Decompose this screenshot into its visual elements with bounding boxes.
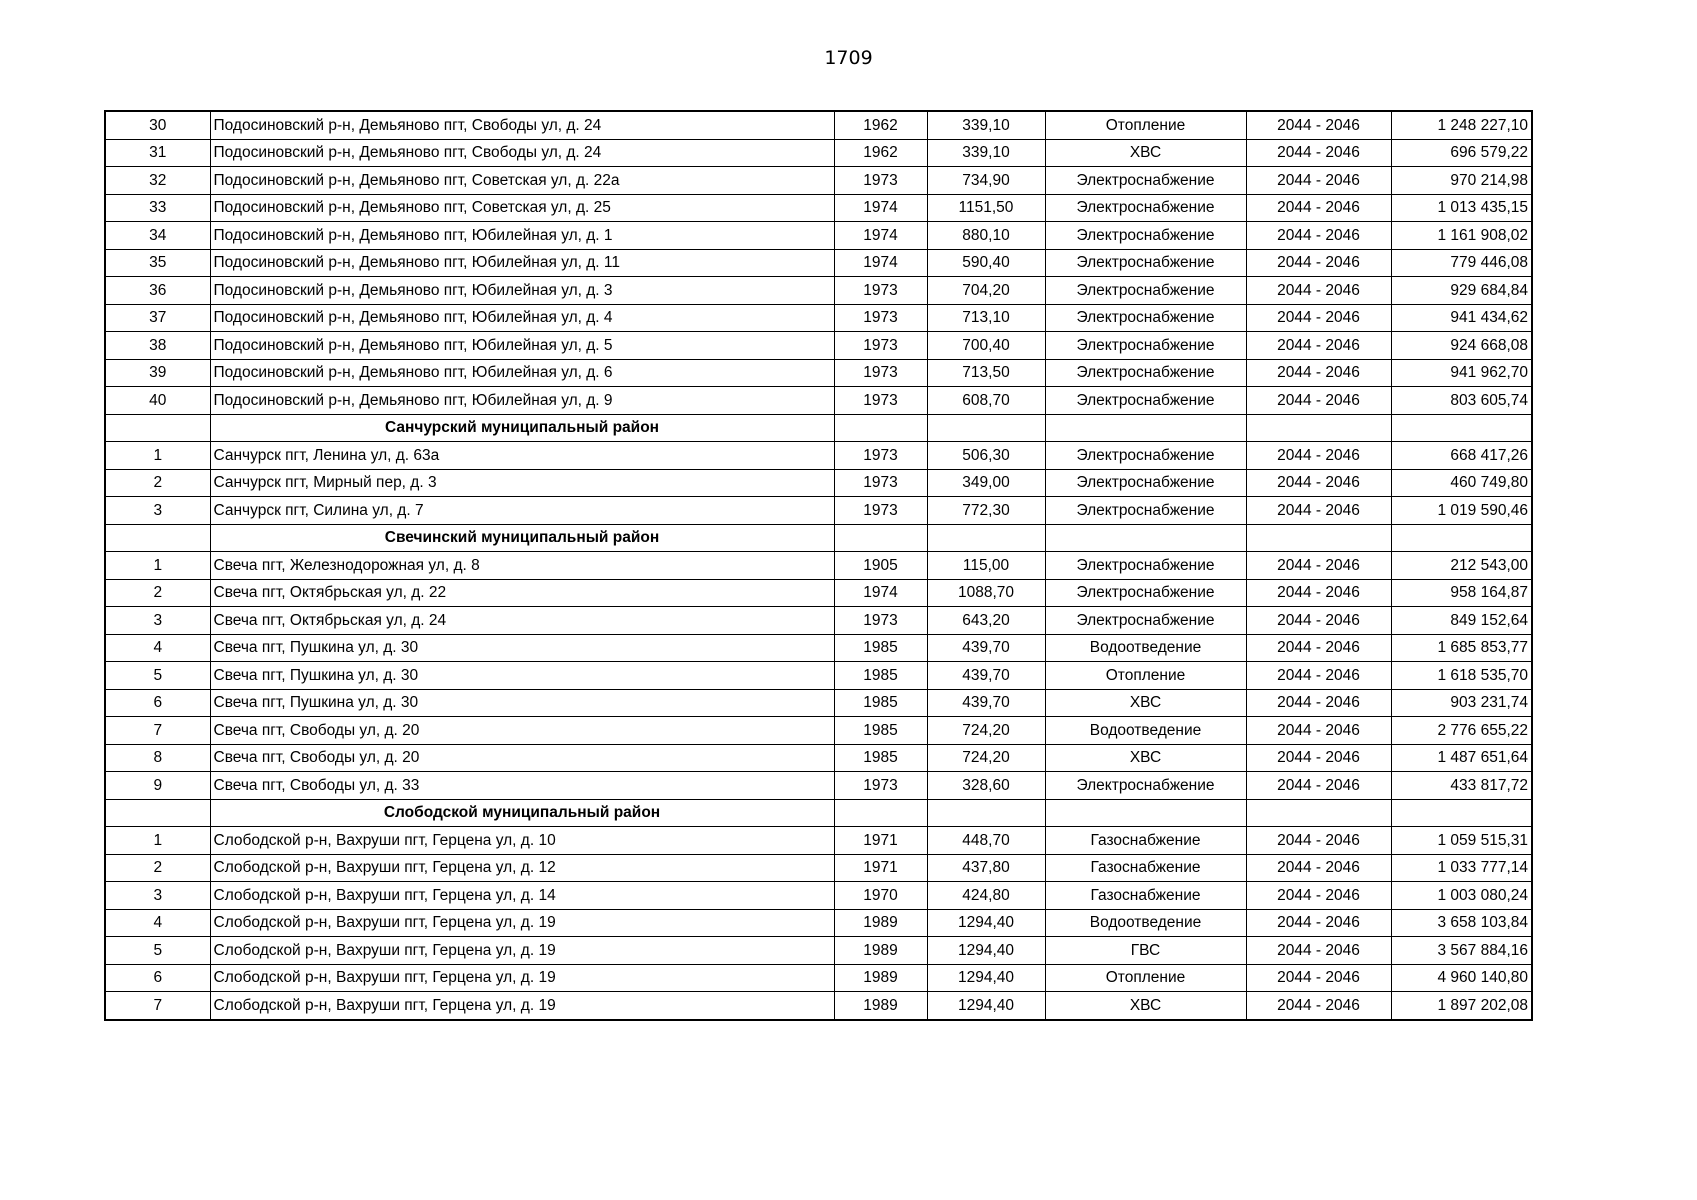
work-type-cell: ХВС: [1045, 744, 1246, 772]
empty-cell: [105, 524, 210, 552]
table-row: [105, 689, 1532, 717]
empty-cell: [834, 799, 927, 827]
row-number: 32: [105, 167, 210, 195]
table-row: [105, 359, 1532, 387]
row-number: 2: [105, 469, 210, 497]
period-cell: 2044 - 2046: [1246, 139, 1391, 167]
row-number: 35: [105, 249, 210, 277]
year-cell: 1985: [834, 662, 927, 690]
empty-cell: [105, 414, 210, 442]
cost-cell: 212 543,00: [1391, 552, 1532, 580]
period-cell: 2044 - 2046: [1246, 277, 1391, 305]
empty-cell: [1246, 524, 1391, 552]
work-type-cell: Электроснабжение: [1045, 579, 1246, 607]
address-cell: Подосиновский р-н, Демьяново пгт, Юбилейная ул, д. 5: [210, 332, 834, 360]
table-row: [105, 222, 1532, 250]
table-row: [105, 304, 1532, 332]
section-header-row: [105, 524, 1532, 552]
cost-cell: 924 668,08: [1391, 332, 1532, 360]
table-row: [105, 194, 1532, 222]
work-type-cell: Электроснабжение: [1045, 607, 1246, 635]
year-cell: 1985: [834, 744, 927, 772]
work-type-cell: Электроснабжение: [1045, 469, 1246, 497]
cost-cell: 1 019 590,46: [1391, 497, 1532, 525]
cost-cell: 1 003 080,24: [1391, 882, 1532, 910]
table-row: [105, 442, 1532, 470]
cost-cell: 779 446,08: [1391, 249, 1532, 277]
year-cell: 1973: [834, 772, 927, 800]
period-cell: 2044 - 2046: [1246, 167, 1391, 195]
year-cell: 1973: [834, 442, 927, 470]
cost-cell: 1 161 908,02: [1391, 222, 1532, 250]
table-body: [105, 111, 1532, 1020]
year-cell: 1989: [834, 964, 927, 992]
row-number: 39: [105, 359, 210, 387]
period-cell: 2044 - 2046: [1246, 111, 1391, 139]
area-cell: 339,10: [927, 111, 1045, 139]
area-cell: 713,10: [927, 304, 1045, 332]
work-type-cell: Газоснабжение: [1045, 827, 1246, 855]
row-number: 3: [105, 607, 210, 635]
cost-cell: 1 033 777,14: [1391, 854, 1532, 882]
area-cell: 713,50: [927, 359, 1045, 387]
address-cell: Подосиновский р-н, Демьяново пгт, Свободы ул, д. 24: [210, 139, 834, 167]
row-number: 7: [105, 717, 210, 745]
row-number: 3: [105, 497, 210, 525]
work-type-cell: Отопление: [1045, 111, 1246, 139]
period-cell: 2044 - 2046: [1246, 194, 1391, 222]
area-cell: 437,80: [927, 854, 1045, 882]
period-cell: 2044 - 2046: [1246, 579, 1391, 607]
year-cell: 1974: [834, 579, 927, 607]
period-cell: 2044 - 2046: [1246, 634, 1391, 662]
year-cell: 1962: [834, 111, 927, 139]
cost-cell: 460 749,80: [1391, 469, 1532, 497]
row-number: 9: [105, 772, 210, 800]
area-cell: 439,70: [927, 662, 1045, 690]
cost-cell: 3 567 884,16: [1391, 937, 1532, 965]
address-cell: Санчурск пгт, Мирный пер, д. 3: [210, 469, 834, 497]
year-cell: 1905: [834, 552, 927, 580]
period-cell: 2044 - 2046: [1246, 909, 1391, 937]
area-cell: 880,10: [927, 222, 1045, 250]
address-cell: Слободской р-н, Вахруши пгт, Герцена ул, д. 19: [210, 964, 834, 992]
table-row: [105, 277, 1532, 305]
empty-cell: [927, 799, 1045, 827]
row-number: 31: [105, 139, 210, 167]
empty-cell: [834, 524, 927, 552]
area-cell: 115,00: [927, 552, 1045, 580]
period-cell: 2044 - 2046: [1246, 304, 1391, 332]
year-cell: 1985: [834, 634, 927, 662]
section-title: Санчурский муниципальный район: [210, 414, 834, 442]
address-cell: Слободской р-н, Вахруши пгт, Герцена ул, д. 19: [210, 909, 834, 937]
work-type-cell: Водоотведение: [1045, 909, 1246, 937]
period-cell: 2044 - 2046: [1246, 744, 1391, 772]
cost-cell: 958 164,87: [1391, 579, 1532, 607]
cost-cell: 4 960 140,80: [1391, 964, 1532, 992]
address-cell: Подосиновский р-н, Демьяново пгт, Юбилейная ул, д. 4: [210, 304, 834, 332]
work-type-cell: Электроснабжение: [1045, 194, 1246, 222]
address-cell: Подосиновский р-н, Демьяново пгт, Советская ул, д. 25: [210, 194, 834, 222]
address-cell: Свеча пгт, Свободы ул, д. 20: [210, 744, 834, 772]
area-cell: 349,00: [927, 469, 1045, 497]
cost-cell: 696 579,22: [1391, 139, 1532, 167]
empty-cell: [1246, 799, 1391, 827]
row-number: 1: [105, 827, 210, 855]
work-type-cell: ХВС: [1045, 139, 1246, 167]
row-number: 40: [105, 387, 210, 415]
area-cell: 772,30: [927, 497, 1045, 525]
address-cell: Подосиновский р-н, Демьяново пгт, Юбилейная ул, д. 6: [210, 359, 834, 387]
period-cell: 2044 - 2046: [1246, 992, 1391, 1020]
cost-cell: 1 685 853,77: [1391, 634, 1532, 662]
table-row: [105, 909, 1532, 937]
address-cell: Подосиновский р-н, Демьяново пгт, Юбилейная ул, д. 3: [210, 277, 834, 305]
work-type-cell: Электроснабжение: [1045, 167, 1246, 195]
area-cell: 1294,40: [927, 992, 1045, 1020]
cost-cell: 903 231,74: [1391, 689, 1532, 717]
address-cell: Свеча пгт, Октябрьская ул, д. 24: [210, 607, 834, 635]
year-cell: 1973: [834, 277, 927, 305]
period-cell: 2044 - 2046: [1246, 607, 1391, 635]
repair-schedule-table: [104, 110, 1533, 1021]
area-cell: 590,40: [927, 249, 1045, 277]
work-type-cell: Электроснабжение: [1045, 249, 1246, 277]
row-number: 38: [105, 332, 210, 360]
row-number: 8: [105, 744, 210, 772]
table-row: [105, 469, 1532, 497]
row-number: 2: [105, 854, 210, 882]
empty-cell: [927, 524, 1045, 552]
period-cell: 2044 - 2046: [1246, 854, 1391, 882]
year-cell: 1989: [834, 992, 927, 1020]
period-cell: 2044 - 2046: [1246, 552, 1391, 580]
cost-cell: 941 434,62: [1391, 304, 1532, 332]
work-type-cell: Электроснабжение: [1045, 387, 1246, 415]
area-cell: 339,10: [927, 139, 1045, 167]
area-cell: 439,70: [927, 689, 1045, 717]
table-row: [105, 332, 1532, 360]
cost-cell: 3 658 103,84: [1391, 909, 1532, 937]
row-number: 6: [105, 964, 210, 992]
year-cell: 1973: [834, 167, 927, 195]
year-cell: 1973: [834, 469, 927, 497]
period-cell: 2044 - 2046: [1246, 469, 1391, 497]
address-cell: Свеча пгт, Железнодорожная ул, д. 8: [210, 552, 834, 580]
address-cell: Свеча пгт, Октябрьская ул, д. 22: [210, 579, 834, 607]
table-row: [105, 579, 1532, 607]
period-cell: 2044 - 2046: [1246, 689, 1391, 717]
table-row: [105, 111, 1532, 139]
work-type-cell: Отопление: [1045, 662, 1246, 690]
area-cell: 608,70: [927, 387, 1045, 415]
area-cell: 1294,40: [927, 964, 1045, 992]
address-cell: Свеча пгт, Пушкина ул, д. 30: [210, 662, 834, 690]
work-type-cell: ГВС: [1045, 937, 1246, 965]
cost-cell: 970 214,98: [1391, 167, 1532, 195]
table-row: [105, 167, 1532, 195]
address-cell: Свеча пгт, Пушкина ул, д. 30: [210, 634, 834, 662]
row-number: 36: [105, 277, 210, 305]
section-title: Слободской муниципальный район: [210, 799, 834, 827]
empty-cell: [1045, 414, 1246, 442]
year-cell: 1973: [834, 607, 927, 635]
area-cell: 1294,40: [927, 937, 1045, 965]
table-row: [105, 964, 1532, 992]
cost-cell: 1 059 515,31: [1391, 827, 1532, 855]
area-cell: 643,20: [927, 607, 1045, 635]
table-row: [105, 717, 1532, 745]
address-cell: Подосиновский р-н, Демьяново пгт, Свободы ул, д. 24: [210, 111, 834, 139]
address-cell: Свеча пгт, Свободы ул, д. 20: [210, 717, 834, 745]
cost-cell: 1 487 651,64: [1391, 744, 1532, 772]
period-cell: 2044 - 2046: [1246, 964, 1391, 992]
work-type-cell: Газоснабжение: [1045, 882, 1246, 910]
period-cell: 2044 - 2046: [1246, 359, 1391, 387]
cost-cell: 941 962,70: [1391, 359, 1532, 387]
table-row: [105, 937, 1532, 965]
row-number: 1: [105, 552, 210, 580]
year-cell: 1974: [834, 249, 927, 277]
year-cell: 1973: [834, 304, 927, 332]
table-row: [105, 882, 1532, 910]
area-cell: 1088,70: [927, 579, 1045, 607]
table-row: [105, 387, 1532, 415]
cost-cell: 1 897 202,08: [1391, 992, 1532, 1020]
period-cell: 2044 - 2046: [1246, 772, 1391, 800]
address-cell: Подосиновский р-н, Демьяново пгт, Советская ул, д. 22а: [210, 167, 834, 195]
area-cell: 734,90: [927, 167, 1045, 195]
area-cell: 1294,40: [927, 909, 1045, 937]
year-cell: 1974: [834, 222, 927, 250]
address-cell: Свеча пгт, Пушкина ул, д. 30: [210, 689, 834, 717]
empty-cell: [927, 414, 1045, 442]
year-cell: 1973: [834, 359, 927, 387]
address-cell: Слободской р-н, Вахруши пгт, Герцена ул, д. 12: [210, 854, 834, 882]
row-number: 5: [105, 662, 210, 690]
period-cell: 2044 - 2046: [1246, 662, 1391, 690]
year-cell: 1985: [834, 689, 927, 717]
empty-cell: [1045, 799, 1246, 827]
section-title: Свечинский муниципальный район: [210, 524, 834, 552]
cost-cell: 668 417,26: [1391, 442, 1532, 470]
area-cell: 439,70: [927, 634, 1045, 662]
table-row: [105, 772, 1532, 800]
row-number: 2: [105, 579, 210, 607]
period-cell: 2044 - 2046: [1246, 497, 1391, 525]
period-cell: 2044 - 2046: [1246, 937, 1391, 965]
table-row: [105, 744, 1532, 772]
row-number: 34: [105, 222, 210, 250]
year-cell: 1974: [834, 194, 927, 222]
area-cell: 448,70: [927, 827, 1045, 855]
address-cell: Санчурск пгт, Ленина ул, д. 63а: [210, 442, 834, 470]
work-type-cell: Электроснабжение: [1045, 304, 1246, 332]
row-number: 33: [105, 194, 210, 222]
area-cell: 424,80: [927, 882, 1045, 910]
year-cell: 1989: [834, 937, 927, 965]
address-cell: Слободской р-н, Вахруши пгт, Герцена ул, д. 10: [210, 827, 834, 855]
area-cell: 700,40: [927, 332, 1045, 360]
empty-cell: [1391, 799, 1532, 827]
period-cell: 2044 - 2046: [1246, 827, 1391, 855]
table-row: [105, 992, 1532, 1020]
cost-cell: 849 152,64: [1391, 607, 1532, 635]
work-type-cell: Водоотведение: [1045, 717, 1246, 745]
address-cell: Подосиновский р-н, Демьяново пгт, Юбилейная ул, д. 11: [210, 249, 834, 277]
empty-cell: [105, 799, 210, 827]
year-cell: 1989: [834, 909, 927, 937]
year-cell: 1973: [834, 332, 927, 360]
area-cell: 724,20: [927, 744, 1045, 772]
year-cell: 1973: [834, 497, 927, 525]
table-row: [105, 497, 1532, 525]
work-type-cell: Водоотведение: [1045, 634, 1246, 662]
table-row: [105, 607, 1532, 635]
row-number: 4: [105, 634, 210, 662]
cost-cell: 2 776 655,22: [1391, 717, 1532, 745]
address-cell: Слободской р-н, Вахруши пгт, Герцена ул, д. 14: [210, 882, 834, 910]
area-cell: 328,60: [927, 772, 1045, 800]
table-row: [105, 854, 1532, 882]
empty-cell: [1246, 414, 1391, 442]
address-cell: Подосиновский р-н, Демьяново пгт, Юбилейная ул, д. 1: [210, 222, 834, 250]
address-cell: Слободской р-н, Вахруши пгт, Герцена ул, д. 19: [210, 992, 834, 1020]
period-cell: 2044 - 2046: [1246, 222, 1391, 250]
empty-cell: [1045, 524, 1246, 552]
empty-cell: [1391, 414, 1532, 442]
row-number: 5: [105, 937, 210, 965]
row-number: 1: [105, 442, 210, 470]
period-cell: 2044 - 2046: [1246, 442, 1391, 470]
work-type-cell: Отопление: [1045, 964, 1246, 992]
section-header-row: [105, 414, 1532, 442]
area-cell: 506,30: [927, 442, 1045, 470]
address-cell: Подосиновский р-н, Демьяново пгт, Юбилейная ул, д. 9: [210, 387, 834, 415]
year-cell: 1970: [834, 882, 927, 910]
work-type-cell: Электроснабжение: [1045, 359, 1246, 387]
period-cell: 2044 - 2046: [1246, 332, 1391, 360]
cost-cell: 1 013 435,15: [1391, 194, 1532, 222]
row-number: 4: [105, 909, 210, 937]
work-type-cell: Электроснабжение: [1045, 277, 1246, 305]
cost-cell: 433 817,72: [1391, 772, 1532, 800]
cost-cell: 803 605,74: [1391, 387, 1532, 415]
row-number: 3: [105, 882, 210, 910]
empty-cell: [1391, 524, 1532, 552]
work-type-cell: Электроснабжение: [1045, 552, 1246, 580]
table-row: [105, 139, 1532, 167]
work-type-cell: Электроснабжение: [1045, 222, 1246, 250]
work-type-cell: ХВС: [1045, 689, 1246, 717]
area-cell: 1151,50: [927, 194, 1045, 222]
area-cell: 704,20: [927, 277, 1045, 305]
work-type-cell: Газоснабжение: [1045, 854, 1246, 882]
address-cell: Слободской р-н, Вахруши пгт, Герцена ул, д. 19: [210, 937, 834, 965]
period-cell: 2044 - 2046: [1246, 882, 1391, 910]
cost-cell: 1 248 227,10: [1391, 111, 1532, 139]
work-type-cell: Электроснабжение: [1045, 442, 1246, 470]
period-cell: 2044 - 2046: [1246, 249, 1391, 277]
section-header-row: [105, 799, 1532, 827]
cost-cell: 1 618 535,70: [1391, 662, 1532, 690]
year-cell: 1971: [834, 827, 927, 855]
work-type-cell: Электроснабжение: [1045, 332, 1246, 360]
area-cell: 724,20: [927, 717, 1045, 745]
work-type-cell: Электроснабжение: [1045, 497, 1246, 525]
cost-cell: 929 684,84: [1391, 277, 1532, 305]
table-row: [105, 634, 1532, 662]
table-row: [105, 827, 1532, 855]
row-number: 30: [105, 111, 210, 139]
address-cell: Санчурск пгт, Силина ул, д. 7: [210, 497, 834, 525]
table-row: [105, 552, 1532, 580]
work-type-cell: ХВС: [1045, 992, 1246, 1020]
work-type-cell: Электроснабжение: [1045, 772, 1246, 800]
row-number: 6: [105, 689, 210, 717]
year-cell: 1985: [834, 717, 927, 745]
address-cell: Свеча пгт, Свободы ул, д. 33: [210, 772, 834, 800]
page-number: 1709: [824, 47, 873, 69]
table-row: [105, 249, 1532, 277]
row-number: 37: [105, 304, 210, 332]
table-row: [105, 662, 1532, 690]
year-cell: 1973: [834, 387, 927, 415]
year-cell: 1971: [834, 854, 927, 882]
year-cell: 1962: [834, 139, 927, 167]
period-cell: 2044 - 2046: [1246, 717, 1391, 745]
period-cell: 2044 - 2046: [1246, 387, 1391, 415]
empty-cell: [834, 414, 927, 442]
row-number: 7: [105, 992, 210, 1020]
